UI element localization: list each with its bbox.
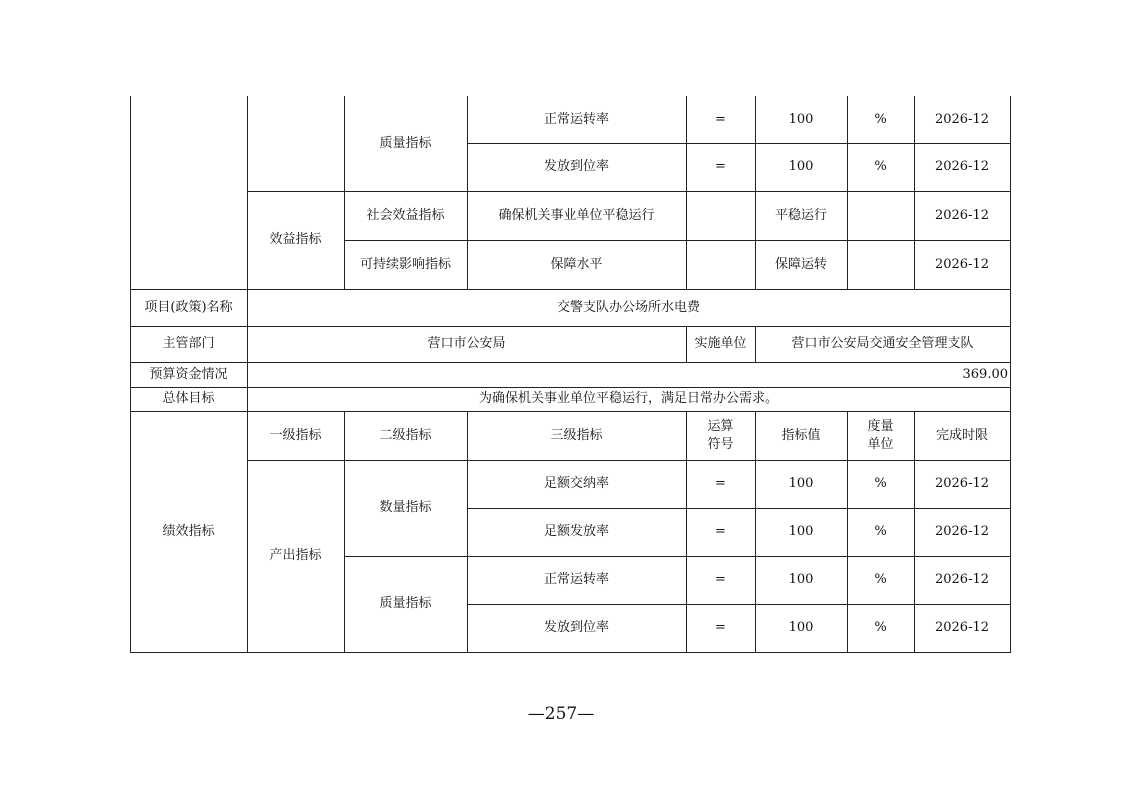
unit-cell: % [874,572,887,587]
output-indicator-label: 产出指标 [269,548,322,563]
overall-goal-value: 为确保机关事业单位平稳运行，满足日常办公需求。 [478,391,778,406]
unit-cell [847,191,914,240]
unit-cell [847,240,914,289]
deadline-cell: 2026-12 [934,476,990,491]
level3-cell: 足额交纳率 [543,476,609,491]
deadline-cell: 2026-12 [934,572,990,587]
performance-indicators-label: 绩效指标 [162,523,215,539]
benefit-indicator-label: 效益指标 [269,232,322,247]
overall-goal-label: 总体目标 [162,391,215,406]
operator-cell: = [715,620,726,635]
impl-unit-label: 实施单位 [694,336,747,351]
header-operator: 运算 符号 [707,418,734,452]
table-border [1010,96,1011,653]
value-cell: 保障运转 [774,256,827,272]
operator-cell: = [715,159,726,174]
impl-unit-value: 营口市公安局交通安全管理支队 [791,336,974,351]
unit-cell: % [874,620,887,635]
level2-cell: 可持续影响指标 [359,256,451,272]
operator-cell [686,240,755,289]
deadline-cell: 2026-12 [934,207,990,223]
level2-cell: 社会效益指标 [366,207,445,223]
deadline-cell: 2026-12 [934,524,990,539]
value-cell: 100 [788,524,814,539]
level3-cell: 保障水平 [550,256,603,272]
header-level2: 二级指标 [379,427,432,443]
header-level1: 一级指标 [269,427,322,443]
value-cell: 100 [788,572,814,587]
dept-label: 主管部门 [162,336,215,351]
value-cell: 平稳运行 [774,207,827,223]
unit-cell: % [874,476,887,491]
level3-cell: 发放到位率 [543,620,609,635]
level3-cell: 确保机关事业单位平稳运行 [498,207,655,223]
dept-value: 营口市公安局 [427,336,506,351]
operator-cell: = [715,476,726,491]
operator-cell: = [715,572,726,587]
operator-cell: = [715,524,726,539]
value-cell: 100 [788,111,814,127]
deadline-cell: 2026-12 [934,256,990,272]
operator-cell: = [715,111,726,127]
header-unit: 度量 单位 [867,418,894,452]
deadline-cell: 2026-12 [934,620,990,635]
header-level3: 三级指标 [550,427,603,443]
quality-indicator-label: 质量指标 [379,135,432,151]
project-name-value: 交警支队办公场所水电费 [556,299,700,315]
project-name-label: 项目(政策)名称 [144,299,233,315]
quantity-indicator-label: 数量指标 [379,500,432,515]
value-cell: 100 [788,476,814,491]
level3-cell: 正常运转率 [543,111,609,127]
level3-cell: 正常运转率 [543,572,609,587]
value-cell: 100 [788,159,814,174]
table-border [130,652,1011,653]
operator-cell [686,191,755,240]
unit-cell: % [874,524,887,539]
unit-cell: % [874,159,887,174]
level3-cell: 发放到位率 [543,159,609,174]
page-number: —257— [527,704,595,724]
level3-cell: 足额发放率 [543,524,609,539]
budget-label: 预算资金情况 [149,366,228,382]
deadline-cell: 2026-12 [934,111,990,127]
quality-indicator-label: 质量指标 [379,596,432,611]
deadline-cell: 2026-12 [934,159,990,174]
header-value: 指标值 [781,427,821,443]
value-cell: 100 [788,620,814,635]
header-deadline: 完成时限 [935,427,988,443]
budget-value: 369.00 [962,366,1008,382]
unit-cell: % [874,111,887,127]
